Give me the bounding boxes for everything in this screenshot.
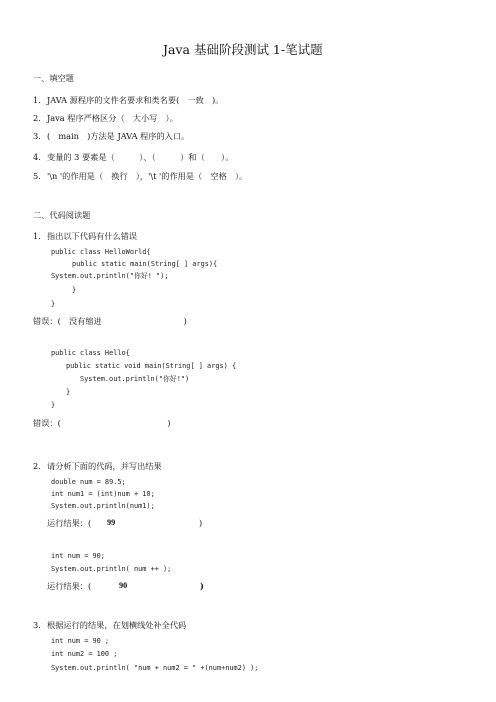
- q2-3-number: 3.: [33, 620, 41, 630]
- result-label-b: 运行结果：(: [47, 581, 92, 591]
- result-close-b: ): [200, 581, 204, 591]
- code-line: System.out.println( num ++ );: [51, 565, 172, 573]
- code-line: System.out.println("你好!"): [80, 375, 190, 383]
- answer-b: 错误：( ): [33, 418, 171, 428]
- q1-1-text: JAVA 源程序的文件名要求和类名要( 一致 )。: [47, 95, 224, 105]
- q1-3-number: 3.: [33, 131, 41, 141]
- q2-2-text: 请分析下面的代码，并写出结果: [47, 461, 162, 471]
- q1-5-text: '\n '的作用是（ 换行 ），'\t '的作用是（ 空格 ）。: [47, 171, 248, 181]
- q1-3-text: ( main )方法是 JAVA 程序的入口。: [47, 131, 190, 141]
- code-line: public static void main(String[ ] args) {: [66, 362, 237, 370]
- code-line: public class Hello{: [51, 349, 130, 357]
- result-close-a: ): [199, 518, 203, 528]
- q1-2-text: Java 程序严格区分（ 大小写 ）。: [47, 113, 178, 123]
- code-line: double num = 89.5;: [51, 478, 126, 486]
- page-title: Java 基础阶段测试 1-笔试题: [163, 42, 323, 57]
- q1-1-number: 1.: [33, 95, 41, 105]
- q2-2-number: 2.: [33, 461, 41, 471]
- result-value-b: 90: [119, 581, 128, 590]
- code-line: public class HelloWorld{: [51, 248, 151, 256]
- code-line: public static main(String[ ] args){: [72, 260, 218, 268]
- answer-a: 错误：( 没有缩进 ): [33, 316, 187, 326]
- section1-heading: 一、填空题: [33, 73, 74, 83]
- code-line: System.out.println("你好! ");: [51, 272, 169, 280]
- q2-1-number: 1.: [33, 231, 41, 241]
- code-line: System.out.println( "num + num2 = " +(num+num2) );: [51, 664, 259, 672]
- q2-3-text: 根据运行的结果，在划横线处补全代码: [47, 620, 187, 630]
- q1-5-number: 5.: [33, 171, 41, 181]
- code-line: int num = 90;: [51, 552, 105, 560]
- q1-4-text: 变量的 3 要素是（ ）、（ ）和（ ）。: [47, 152, 234, 162]
- result-label-a: 运行结果：(: [47, 518, 92, 528]
- code-line: System.out.println(num1);: [51, 502, 155, 510]
- code-line: int num = 90 ;: [51, 637, 110, 645]
- code-line: int num2 = 100 ;: [51, 650, 118, 658]
- code-line: }: [66, 388, 71, 396]
- result-value-a: 99: [107, 518, 116, 527]
- code-line: }: [51, 401, 56, 409]
- q1-2-number: 2.: [33, 113, 41, 123]
- code-line: int num1 = (int)num + 10;: [51, 490, 155, 498]
- code-line: }: [51, 300, 56, 308]
- q1-4-number: 4.: [33, 152, 41, 162]
- q2-1-text: 指出以下代码有什么错误: [47, 231, 138, 241]
- section2-heading: 二、代码阅读题: [33, 210, 91, 220]
- code-line: }: [72, 286, 77, 294]
